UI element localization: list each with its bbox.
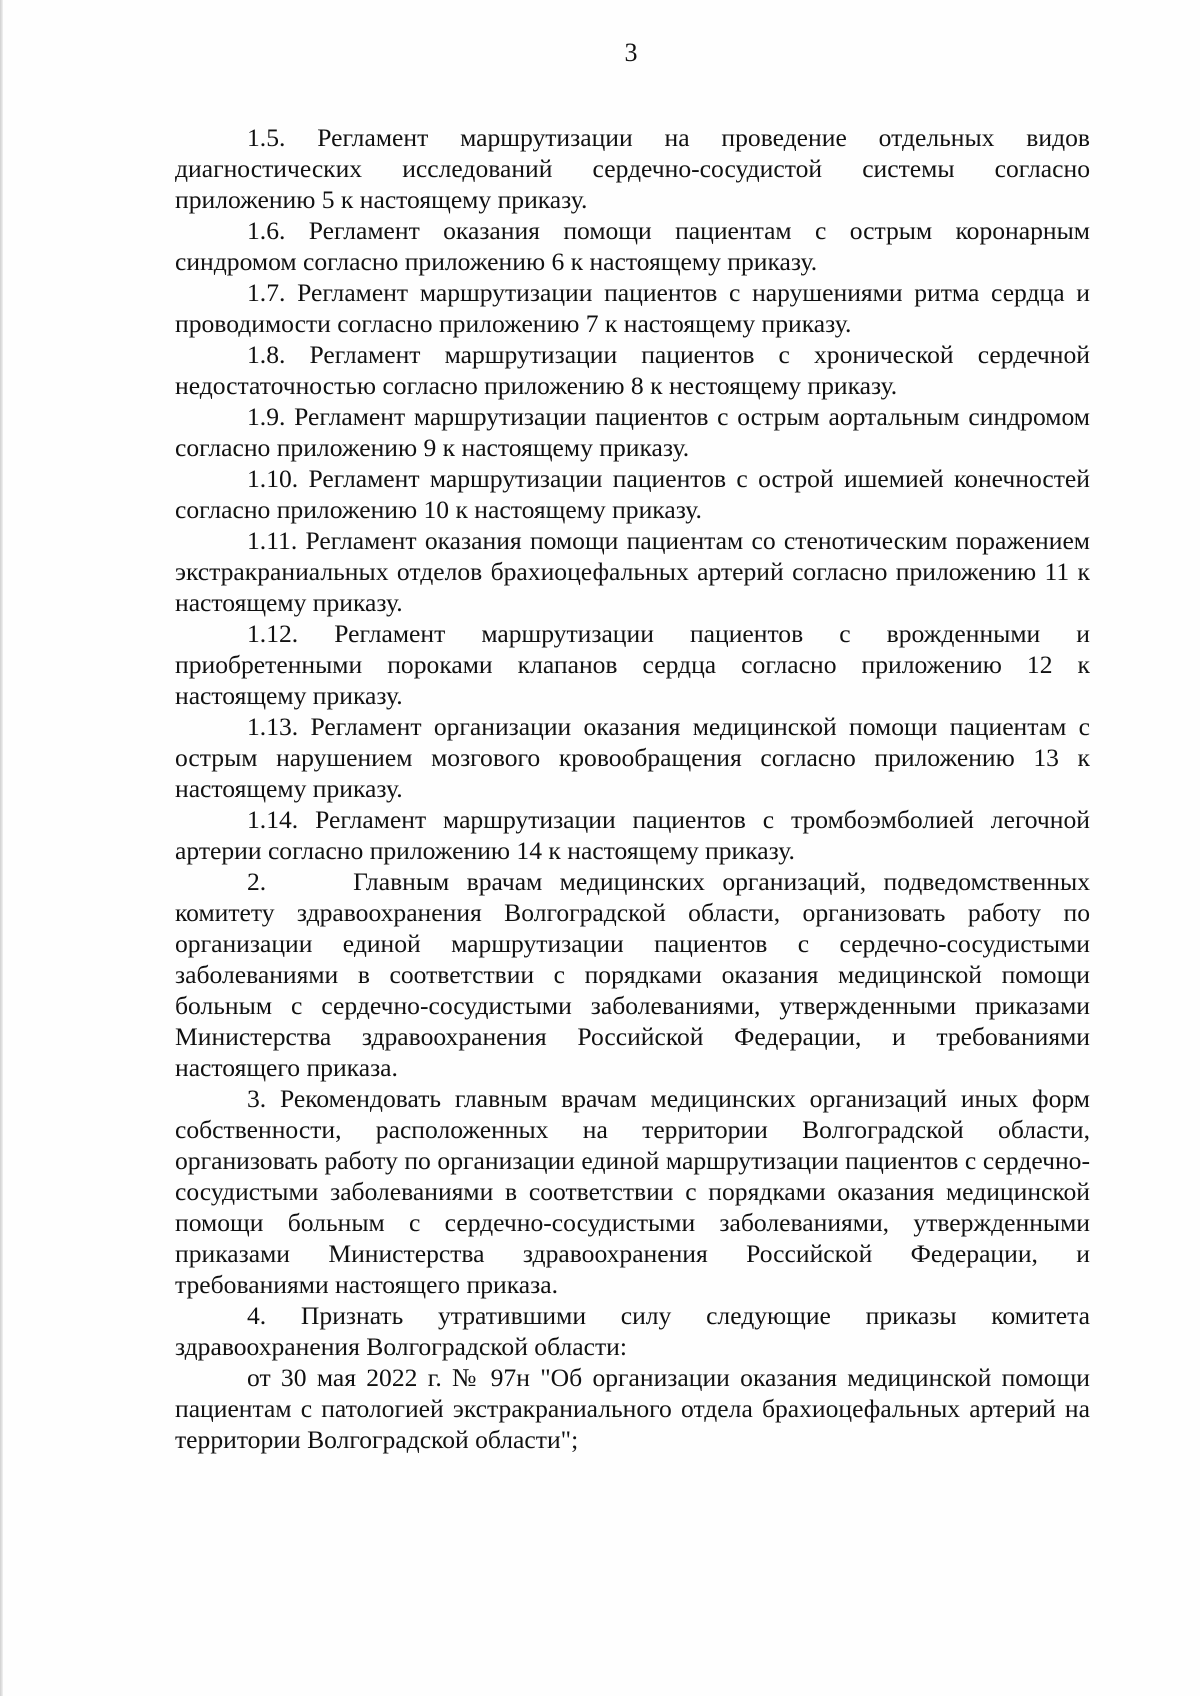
paragraph-1-10: 1.10. Регламент маршрутизации пациентов с острой ишемией конечностей согласно приложению 10 к настоящему приказу. xyxy=(175,464,1090,524)
paragraph-1-12: 1.12. Регламент маршрутизации пациентов с врожденными и приобретенными пороками клапанов сердца согласно приложению 12 к настоящему приказу. xyxy=(175,619,1090,710)
paragraph-1-13: 1.13. Регламент организации оказания медицинской помощи пациентам с острым нарушением мозгового кровообращения согласно приложению 13 к настоящему приказу. xyxy=(175,712,1090,803)
paragraph-1-8: 1.8. Регламент маршрутизации пациентов с хронической сердечной недостаточностью согласно приложению 8 к нестоящему приказу. xyxy=(175,340,1090,400)
paragraph-1-9: 1.9. Регламент маршрутизации пациентов с острым аортальным синдромом согласно приложению 9 к настоящему приказу. xyxy=(175,402,1090,462)
document-body xyxy=(175,122,1097,1455)
scan-edge xyxy=(0,0,3,1696)
paragraph-1-11: 1.11. Регламент оказания помощи пациентам со стенотическим поражением экстракраниальных отделов брахиоцефальных артерий согласно приложению 11 к настоящему приказу. xyxy=(175,526,1090,617)
page-number: 3 xyxy=(624,38,638,67)
paragraph-2: 2. Главным врачам медицинских организаций, подведомственных комитету здравоохранения Волгоградской области, организовать работу по организации единой маршрутизации пациентов с сердечно-сосудистыми заболеваниями в соответствии с порядками оказания медицинской помощи больным с сердечно-сосудистыми заболеваниями, утвержденными приказами Министерства здравоохранения Российской Федерации, и требованиями настоящего приказа. xyxy=(175,867,1097,1082)
paragraph-1-5: 1.5. Регламент маршрутизации на проведение отдельных видов диагностических исследований сердечно-сосудистой системы согласно приложению 5 к настоящему приказу. xyxy=(175,123,1090,214)
paragraph-1-7: 1.7. Регламент маршрутизации пациентов с нарушениями ритма сердца и проводимости согласно приложению 7 к настоящему приказу. xyxy=(175,278,1090,338)
paragraph-1-6: 1.6. Регламент оказания помощи пациентам с острым коронарным синдромом согласно приложению 6 к настоящему приказу. xyxy=(175,216,1090,276)
paragraph-4: 4. Признать утратившими силу следующие приказы комитета здравоохранения Волгоградской области: xyxy=(175,1301,1090,1361)
paragraph-1-14: 1.14. Регламент маршрутизации пациентов с тромбоэмболией легочной артерии согласно приложению 14 к настоящему приказу. xyxy=(175,805,1090,865)
paragraph-4-order-item: от 30 мая 2022 г. № 97н "Об организации оказания медицинской помощи пациентам с патологией экстракраниального отдела брахиоцефальных артерий на территории Волгоградской области"; xyxy=(175,1363,1090,1454)
paragraph-3: 3. Рекомендовать главным врачам медицинских организаций иных форм собственности, расположенных на территории Волгоградской области, организовать работу по организации единой маршрутизации пациентов с сердечно-сосудистыми заболеваниями в соответствии с порядками оказания медицинской помощи больным с сердечно-сосудистыми заболеваниями, утвержденными приказами Министерства здравоохранения Российской Федерации, и требованиями настоящего приказа. xyxy=(175,1084,1090,1299)
